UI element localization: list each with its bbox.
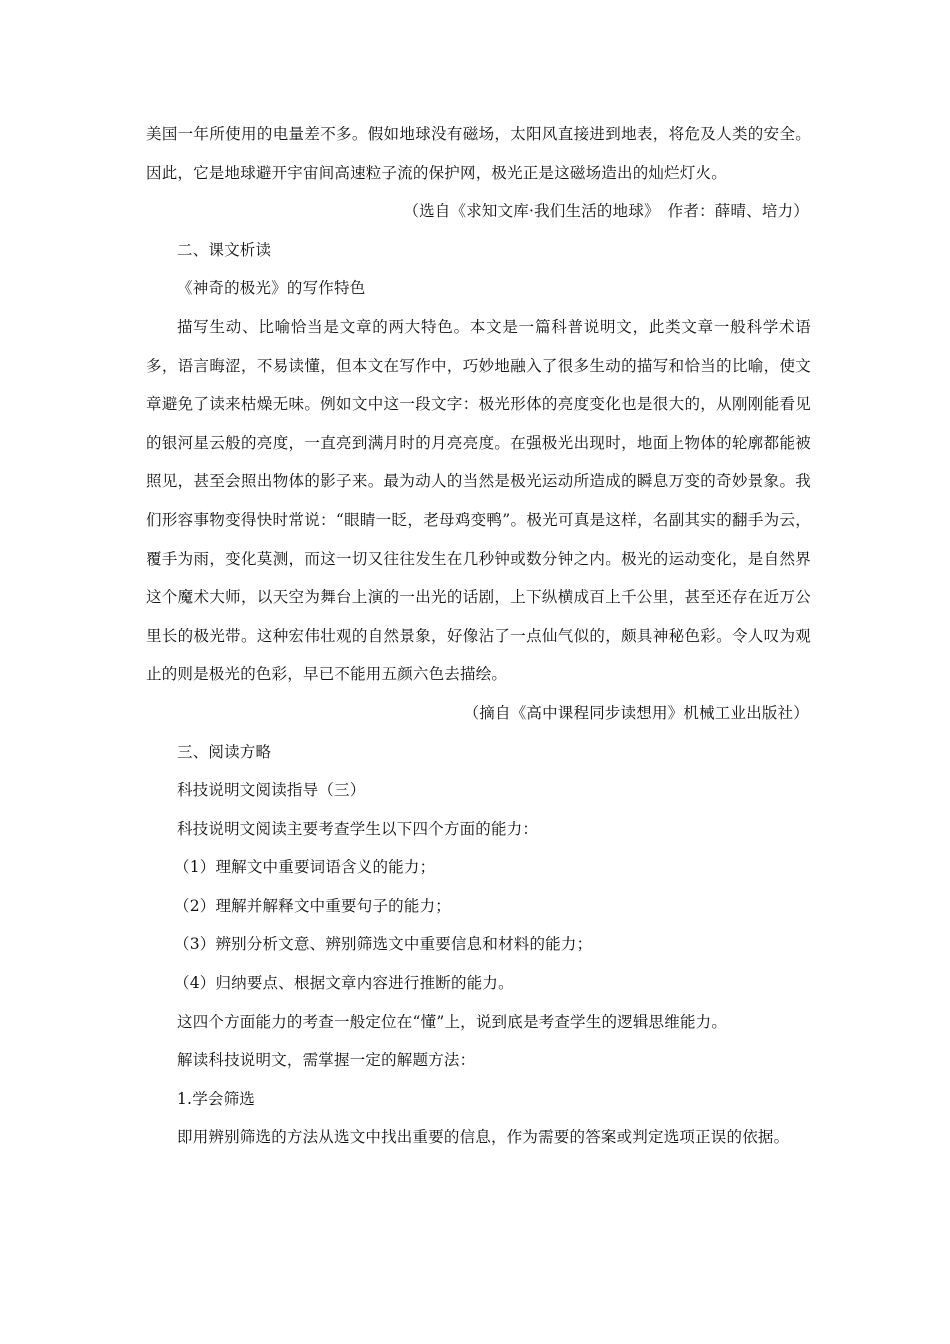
ability-item-2: （2）理解并解释文中重要句子的能力； (174, 896, 451, 915)
source-citation-1: （选自《求知文库·我们生活的地球》 作者：薛晴、培力） (403, 202, 809, 221)
section-3-subheading: 科技说明文阅读指导（三） (177, 781, 366, 800)
method-intro: 解读科技说明文，需掌握一定的解题方法： (177, 1051, 476, 1070)
ability-item-4: （4）归纳要点、根据文章内容进行推断的能力。 (174, 974, 514, 993)
summary-line: 这四个方面能力的考查一般定位在“懂”上，说到底是考查学生的逻辑思维能力。 (177, 1012, 728, 1031)
method-1-heading: 1.学会筛选 (177, 1089, 255, 1108)
section-3-heading: 三、阅读方略 (177, 742, 272, 761)
ability-item-3: （3）辨别分析文意、辨别筛选文中重要信息和材料的能力； (174, 935, 593, 954)
section-2-body: 描写生动、比喻恰当是文章的两大特色。本文是一篇科普说明文，此类文章一般科学术语多，语言晦涩，不易读懂，但本文在写作中，巧妙地融入了很多生动的描写和恰当的比喻，使文章避免了读来枯燥无味。例如文中这一段文字：极光形体的亮度变化也是很大的，从刚刚能看见的银河星云般的亮度，一直亮到满月时的月亮亮度。在强极光出现时，地面上物体的轮廓都能被照见，甚至会照出物体的影子来。最为动人的当然是极光运动所造成的瞬息万变的奇妙景象。我们形容事物变得快时常说：“眼睛一眨，老母鸡变鸭”。极光可真是这样，名副其实的翻手为云，覆手为雨，变化莫测，而这一切又往往发生在几秒钟或数分钟之内。极光的运动变化，是自然界这个魔术大师，以天空为舞台上演的一出光的话剧，上下纵横成百上千公里，甚至还存在近万公里长的极光带。这种宏伟壮观的自然景象，好像沾了一点仙气似的，颇具神秘色彩。令人叹为观止的则是极光的色彩，早已不能用五颜六色去描绘。 (146, 317, 811, 684)
section-3-intro: 科技说明文阅读主要考查学生以下四个方面的能力： (177, 819, 539, 838)
section-2-heading: 二、课文析读 (177, 240, 272, 259)
section-2-subheading: 《神奇的极光》的写作特色 (177, 279, 366, 298)
source-citation-2: （摘自《高中课程同步读想用》机械工业出版社） (463, 703, 809, 722)
document-body (146, 115, 811, 1157)
ability-item-1: （1）理解文中重要词语含义的能力； (174, 858, 436, 877)
intro-paragraph: 美国一年所使用的电量差不多。假如地球没有磁场，太阳风直接进到地表，将危及人类的安全。因此，它是地球避开宇宙间高速粒子流的保护网，极光正是这磁场造出的灿烂灯火。 (146, 125, 811, 182)
method-1-body: 即用辨别筛选的方法从选文中找出重要的信息，作为需要的答案或判定选项正误的依据。 (177, 1128, 790, 1147)
